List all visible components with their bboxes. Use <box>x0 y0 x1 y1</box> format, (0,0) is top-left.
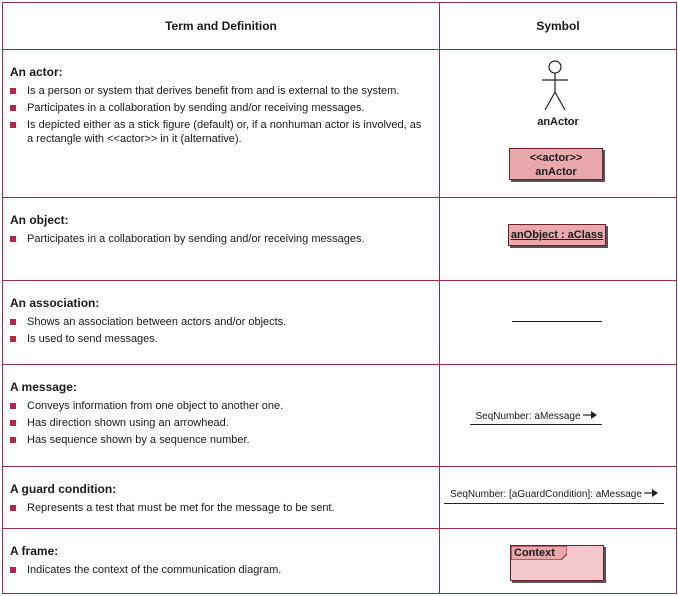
symbol-cell <box>440 281 677 365</box>
arrow-right-icon <box>583 411 597 419</box>
bullet-list <box>3 501 439 515</box>
message-label: SeqNumber: aMessage <box>475 411 581 422</box>
square-bullet-icon <box>10 420 16 426</box>
list-item: Is used to send messages. <box>10 332 429 346</box>
message-symbol <box>470 411 602 425</box>
bullet-list <box>3 399 439 447</box>
list-item: Participates in a collaboration by sending and/or receiving messages. <box>10 101 429 115</box>
square-bullet-icon <box>10 236 16 242</box>
symbol-cell <box>440 467 677 529</box>
square-bullet-icon <box>10 336 16 342</box>
symbol-column-header: Symbol <box>440 3 677 50</box>
square-bullet-icon <box>10 567 16 573</box>
square-bullet-icon <box>10 437 16 443</box>
term-title: A frame: <box>10 544 59 558</box>
list-item: Has direction shown using an arrowhead. <box>10 416 429 430</box>
header-row <box>3 3 677 50</box>
guard-condition-label: SeqNumber: [aGuardCondition]: aMessage <box>450 489 642 500</box>
term-cell <box>3 529 440 594</box>
square-bullet-icon <box>10 88 16 94</box>
bullet-list <box>3 315 439 346</box>
square-bullet-icon <box>10 122 16 128</box>
term-title: An association: <box>10 296 100 310</box>
table-row-frame <box>3 529 677 594</box>
list-item: Is a person or system that derives benefit from and is external to the system. <box>10 84 429 98</box>
bullet-list <box>3 84 439 146</box>
actor-rectangle <box>509 148 603 180</box>
frame-label: Context <box>514 547 555 559</box>
list-item: Indicates the context of the communication diagram. <box>10 563 429 577</box>
square-bullet-icon <box>10 403 16 409</box>
actor-box-name: anActor <box>535 166 577 178</box>
term-title: A guard condition: <box>10 482 117 496</box>
list-item: Has sequence shown by a sequence number. <box>10 433 429 447</box>
term-cell <box>3 198 440 281</box>
object-rectangle: anObject : aClass <box>508 224 606 246</box>
term-title: A message: <box>10 380 77 394</box>
stick-figure-icon <box>540 60 570 112</box>
table-row-actor <box>3 50 677 198</box>
term-title: An object: <box>10 213 69 227</box>
bullet-list <box>3 563 439 577</box>
definitions-table <box>2 2 677 594</box>
actor-label: anActor <box>537 116 579 128</box>
square-bullet-icon <box>10 505 16 511</box>
term-cell <box>3 365 440 467</box>
actor-stereotype: <<actor>> <box>529 152 583 164</box>
symbol-cell <box>440 529 677 594</box>
term-cell <box>3 50 440 198</box>
square-bullet-icon <box>10 105 16 111</box>
symbol-cell <box>440 365 677 467</box>
bullet-list <box>3 232 439 246</box>
table-row-association <box>3 281 677 365</box>
list-item: Represents a test that must be met for the message to be sent. <box>10 501 429 515</box>
table-row-message <box>3 365 677 467</box>
term-column-header: Term and Definition <box>3 3 440 50</box>
arrow-right-icon <box>644 489 658 497</box>
list-item: Is depicted either as a stick figure (default) or, if a nonhuman actor is involved, as a rectangle with <<actor>> in it (alternative). <box>10 118 429 146</box>
symbol-cell <box>440 198 677 281</box>
table-row-object <box>3 198 677 281</box>
term-cell <box>3 467 440 529</box>
table-row-guard-condition <box>3 467 677 529</box>
list-item: Conveys information from one object to another one. <box>10 399 429 413</box>
symbol-cell <box>440 50 677 198</box>
guard-condition-symbol <box>444 489 664 504</box>
term-title: An actor: <box>10 65 63 79</box>
term-cell <box>3 281 440 365</box>
association-line <box>512 321 602 322</box>
square-bullet-icon <box>10 319 16 325</box>
list-item: Shows an association between actors and/or objects. <box>10 315 429 329</box>
list-item: Participates in a collaboration by sending and/or receiving messages. <box>10 232 429 246</box>
frame-symbol <box>510 545 604 581</box>
